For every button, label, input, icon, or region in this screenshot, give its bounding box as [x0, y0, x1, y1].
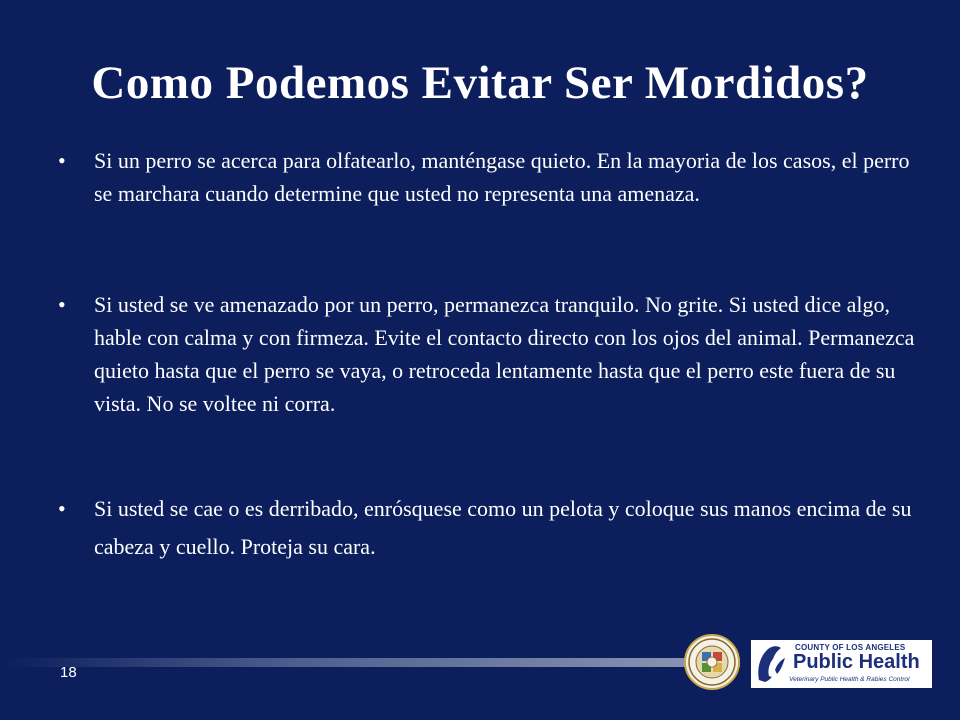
public-health-logo-icon — [751, 640, 791, 688]
bullet-marker: • — [58, 496, 66, 521]
bullet-marker: • — [58, 292, 66, 317]
page-number: 18 — [60, 664, 77, 681]
bullet-marker: • — [58, 148, 66, 173]
bullet-item — [58, 490, 918, 566]
footer-bar — [0, 658, 740, 667]
logo-main-text: Public Health — [793, 651, 920, 673]
bullet-item — [58, 144, 918, 254]
bullet-text: Si usted se cae o es derribado, enrósquese como un pelota y coloque sus manos encima de su cabeza y cuello. Proteja su cara. — [94, 496, 912, 559]
bullet-text: Si un perro se acerca para olfatearlo, manténgase quieto. En la mayoria de los casos, el perro se marchara cuando determine que usted no representa una amenaza. — [94, 148, 910, 206]
bullet-text: Si usted se ve amenazado por un perro, permanezca tranquilo. No grite. Si usted dice algo, hable con calma y con firmeza. Evite el contacto directo con los ojos del animal. Permanezca quieto hasta que el perro se vaya, o retroceda lentamente hasta que el perro este fuera de su vista. No se voltee ni corra. — [94, 292, 915, 416]
county-seal-icon — [684, 634, 740, 690]
logo-top-text: COUNTY OF LOS ANGELES — [795, 643, 906, 652]
public-health-logo — [751, 640, 932, 688]
bullet-item — [58, 288, 918, 452]
logo-sub-text: Veterinary Public Health & Rabies Control — [789, 676, 910, 683]
bullet-list — [58, 144, 918, 566]
slide-title: Como Podemos Evitar Ser Mordidos? — [91, 57, 869, 109]
